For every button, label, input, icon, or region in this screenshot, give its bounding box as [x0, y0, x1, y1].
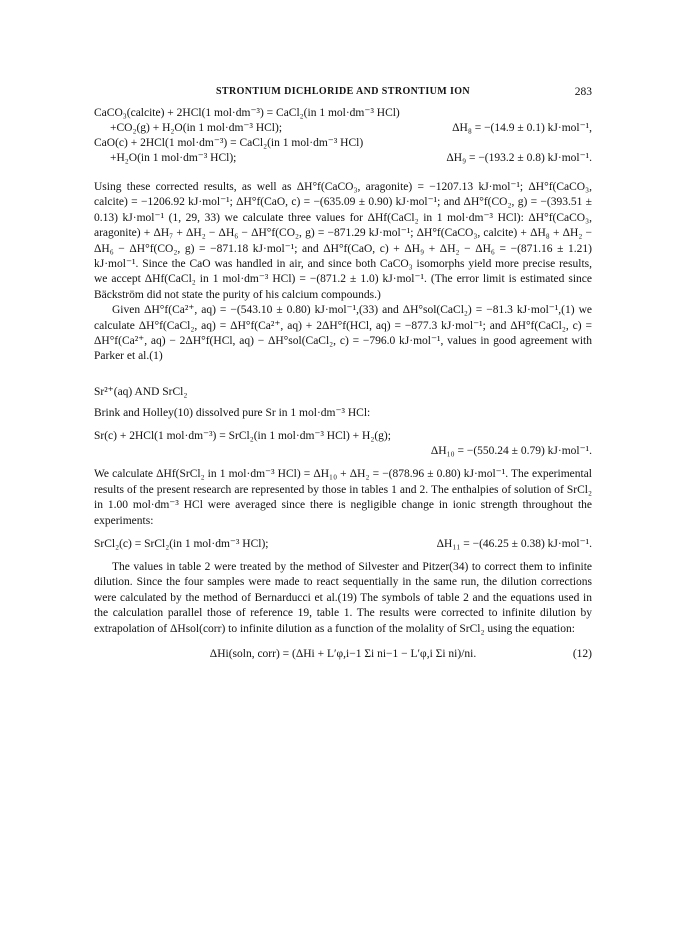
page-number: 283: [574, 86, 592, 98]
equation-text: ΔHi(soln, corr) = (ΔHi + L′φ,i−1 Σi ni−1 − L′φ,i Σi ni)/ni.: [209, 647, 477, 660]
reaction-text: Sr(c) + 2HCl(1 mol·dm⁻³) = SrCl₂(in 1 mol·dm⁻³ HCl) + H₂(g);: [94, 430, 391, 443]
enthalpy-value: ΔH₉ = −(193.2 ± 0.8) kJ·mol⁻¹.: [446, 152, 592, 164]
equation-12: [94, 647, 592, 662]
reaction-text: CaO(c) + 2HCl(1 mol·dm⁻³) = CaCl₂(in 1 mol·dm⁻³ HCl): [94, 137, 364, 149]
equation-number: (12): [572, 647, 592, 660]
running-header: [94, 86, 592, 104]
reaction-line: [94, 121, 592, 136]
running-title: STRONTIUM DICHLORIDE AND STRONTIUM ION: [215, 86, 471, 97]
paragraph: Using these corrected results, as well as ΔH°f(CaCO₃, aragonite) = −1207.13 kJ·mol⁻¹; ΔH°f(CaCO₃, calcite) = −1206.92 kJ·mol⁻¹; ΔH°f(CaO, c) = −(635.09 ± 0.90) kJ·mol⁻¹; and ΔH°f(CO₂, g) = −(393.51 ± 0.13) kJ·mol⁻¹ (1, 29, 33) we calculate three values for ΔHf(CaCl₂ in 1 mol·dm⁻³ HCl): ΔH°f(CaCO₃, aragonite) + ΔH₇ + ΔH₂ − ΔH₆ − ΔH°f(CO₂, g) = −871.29 kJ·mol⁻¹; ΔH°f(CaCO₃, calcite) + ΔH₈ + ΔH₂ − ΔH₆ − ΔH°f(CO₂, g) = −871.18 kJ·mol⁻¹; and ΔH°f(CaO, c) + ΔH₉ + ΔH₂ − ΔH₆ = −(871.16 ± 1.21) kJ·mol⁻¹. Since the CaO was handled in air, and since both CaCO₃ isomorphs yield more precise results, we accept ΔHf(CaCl₂ in 1 mol·dm⁻³ HCl) = −(871.2 ± 1.0) kJ·mol⁻¹. (The error limit is estimated since Bäckström did not state the purity of his calcium compounds.): [94, 181, 592, 301]
reaction-text: +CO₂(g) + H₂O(in 1 mol·dm⁻³ HCl);: [110, 122, 283, 134]
reaction-line: [94, 151, 592, 166]
reaction-block-calcium: [94, 106, 592, 166]
reaction-line: [94, 444, 592, 459]
reaction-line: [94, 429, 592, 444]
page-body: [94, 86, 592, 662]
paragraph: The values in table 2 were treated by the method of Silvester and Pitzer(34) to correct them to infinite dilution. Since the four samples were made to react sequentially in the same run, the dilution corrections were calculated by the method of Bernarducci et al.(19) The symbols of table 2 and the equations used in the calculation parallel those of reference 19, table 1. The results were corrected to infinite dilution by extrapolation of ΔHsol(corr) to infinite dilution as a function of the molality of SrCl₂ using the equation:: [94, 560, 592, 635]
paragraph: Given ΔH°f(Ca²⁺, aq) = −(543.10 ± 0.80) kJ·mol⁻¹,(33) and ΔH°sol(CaCl₂) = −81.3 kJ·mol⁻¹,(1) we calculate ΔH°f(CaCl₂, aq) = ΔH°f(Ca²⁺, aq) + 2ΔH°f(HCl, aq) = −877.3 kJ·mol⁻¹; and ΔH°f(CaCl₂, c) = ΔH°f(Ca²⁺, aq) − 2ΔH°f(HCl, aq) − ΔH°sol(CaCl₂, c) = −796.0 kJ·mol⁻¹, values in good agreement with Parker et al.(1): [94, 304, 592, 363]
enthalpy-value: ΔH₁₁ = −(46.25 ± 0.38) kJ·mol⁻¹.: [436, 537, 592, 550]
enthalpy-value: ΔH₁₀ = −(550.24 ± 0.79) kJ·mol⁻¹.: [430, 445, 592, 458]
reaction-text: SrCl₂(c) = SrCl₂(in 1 mol·dm⁻³ HCl);: [94, 537, 269, 550]
reaction-text: CaCO₃(calcite) + 2HCl(1 mol·dm⁻³) = CaCl₂(in 1 mol·dm⁻³ HCl): [94, 107, 400, 119]
reaction-line: [94, 136, 592, 151]
reaction-block-strontium: [94, 429, 592, 459]
paragraph: We calculate ΔHf(SrCl₂ in 1 mol·dm⁻³ HCl) = ΔH₁₀ + ΔH₂ = −(878.96 ± 0.80) kJ·mol⁻¹. The experimental results of the present research are represented by those in tables 1 and 2. The enthalpies of solution of SrCl₂ in 1.00 mol·dm⁻³ HCl were averaged since there is negligible change in ionic strength throughout the experiments:: [94, 468, 592, 527]
reaction-line: [94, 537, 592, 552]
reaction-line: [94, 106, 592, 121]
enthalpy-value: ΔH₈ = −(14.9 ± 0.1) kJ·mol⁻¹,: [452, 122, 592, 134]
reaction-text: +H₂O(in 1 mol·dm⁻³ HCl);: [110, 152, 237, 164]
paragraph: Brink and Holley(10) dissolved pure Sr in 1 mol·dm⁻³ HCl:: [94, 406, 371, 419]
section-heading: Sr²⁺(aq) AND SrCl₂: [94, 385, 188, 398]
